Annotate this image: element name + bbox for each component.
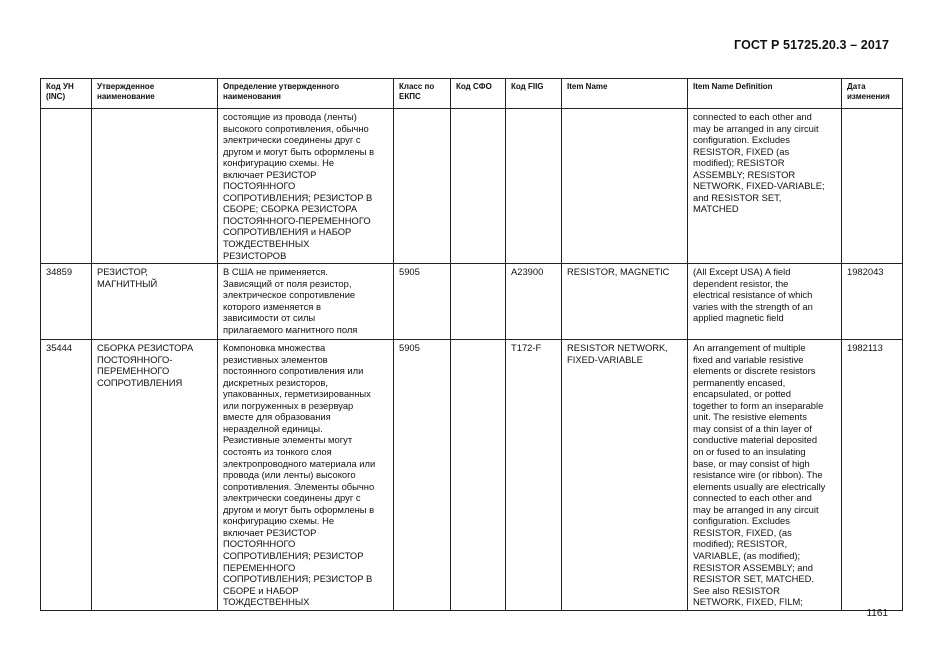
cell-approved-name: РЕЗИСТОР, МАГНИТНЫЙ: [92, 264, 218, 340]
cell-sfo-code: [451, 264, 506, 340]
cell-approved-name: СБОРКА РЕЗИСТОРА ПОСТОЯННОГО- ПЕРЕМЕННОГО СОПРОТИВЛЕНИЯ: [92, 340, 218, 611]
cell-item-name-definition: connected to each other and may be arranged in any circuit configuration. Excludes RESISTOR, FIXED (as modified); RESISTOR ASSEMBLY; RESISTOR NETWORK, FIXED-VARIABLE; and RESISTOR SET, MATCHED: [688, 109, 842, 264]
cell-approved-name: [92, 109, 218, 264]
cell-definition: состоящие из провода (ленты) высокого сопротивления, обычно электрически соединены друг с другом и могут быть оформлены в конфигурацию схемы. Не включает РЕЗИСТОР ПОСТОЯННОГО СОПРОТИВЛЕНИЯ; РЕЗИСТОР В СБОРЕ; СБОРКА РЕЗИСТОРА ПОСТОЯННОГО-ПЕРЕМЕННОГО СОПРОТИВЛЕНИЯ и НАБОР ТОЖДЕСТВЕННЫХ РЕЗИСТОРОВ: [218, 109, 394, 264]
cell-item-name: [562, 109, 688, 264]
cell-sfo-code: [451, 340, 506, 611]
data-table: [40, 78, 903, 611]
cell-item-name-definition: An arrangement of multiple fixed and variable resistive elements or discrete resistors permanently encased, encapsulated, or potted together to form an inseparable unit. The resistive elements may consist of a thin layer of conductive material deposited on or fused to an insulating base, or may consist of high resistance wire (or ribbon). The elements usually are electrically connected to each other and may be arranged in any circuit configuration. Excludes RESISTOR, FIXED, (as modified); RESISTOR, VARIABLE, (as modified); RESISTOR ASSEMBLY; and RESISTOR SET, MATCHED. See also RESISTOR NETWORK, FIXED, FILM;: [688, 340, 842, 611]
col-header-change-date: Дата изменения: [842, 79, 903, 109]
col-header-definition: Определение утвержденного наименования: [218, 79, 394, 109]
table-header-row: [41, 79, 903, 109]
cell-sfo-code: [451, 109, 506, 264]
cell-fiig-code: [506, 109, 562, 264]
cell-inc: [41, 109, 92, 264]
col-header-item-name-definition: Item Name Definition: [688, 79, 842, 109]
cell-ekps-class: 5905: [394, 340, 451, 611]
cell-item-name-definition: (All Except USA) A field dependent resistor, the electrical resistance of which varies with the strength of an applied magnetic field: [688, 264, 842, 340]
table-row: [41, 109, 903, 264]
cell-change-date: 1982043: [842, 264, 903, 340]
cell-definition: В США не применяется. Зависящий от поля резистор, электрическое сопротивление которого изменяется в зависимости от силы прилагаемого магнитного поля: [218, 264, 394, 340]
cell-ekps-class: 5905: [394, 264, 451, 340]
cell-inc: 35444: [41, 340, 92, 611]
col-header-sfo-code: Код СФО: [451, 79, 506, 109]
cell-definition: Компоновка множества резистивных элементов постоянного сопротивления или дискретных резисторов, упакованных, герметизированных или погруженных в резервуар вместе для образования неразделной единицы. Резистивные элементы могут состоять из тонкого слоя электропроводного материала или провода (или ленты) высокого сопротивления. Элементы обычно электрически соединены друг с другом и могут быть оформлены в конфигурацию схемы. Не включает РЕЗИСТОР ПОСТОЯННОГО СОПРОТИВЛЕНИЯ; РЕЗИСТОР ПЕРЕМЕННОГО СОПРОТИВЛЕНИЯ; РЕЗИСТОР В СБОРЕ и НАБОР ТОЖДЕСТВЕННЫХ: [218, 340, 394, 611]
col-header-fiig-code: Код FIIG: [506, 79, 562, 109]
cell-item-name: RESISTOR NETWORK, FIXED-VARIABLE: [562, 340, 688, 611]
col-header-inc: Код УН (INC): [41, 79, 92, 109]
table-row: [41, 264, 903, 340]
col-header-approved-name: Утвержденное наименование: [92, 79, 218, 109]
cell-fiig-code: T172-F: [506, 340, 562, 611]
cell-ekps-class: [394, 109, 451, 264]
cell-fiig-code: A23900: [506, 264, 562, 340]
col-header-item-name: Item Name: [562, 79, 688, 109]
cell-inc: 34859: [41, 264, 92, 340]
cell-change-date: 1982113: [842, 340, 903, 611]
cell-change-date: [842, 109, 903, 264]
col-header-ekps-class: Класс по ЕКПС: [394, 79, 451, 109]
page-number: 1161: [866, 608, 888, 619]
cell-item-name: RESISTOR, MAGNETIC: [562, 264, 688, 340]
table-row: [41, 340, 903, 611]
document-code: ГОСТ Р 51725.20.3 – 2017: [734, 38, 889, 52]
